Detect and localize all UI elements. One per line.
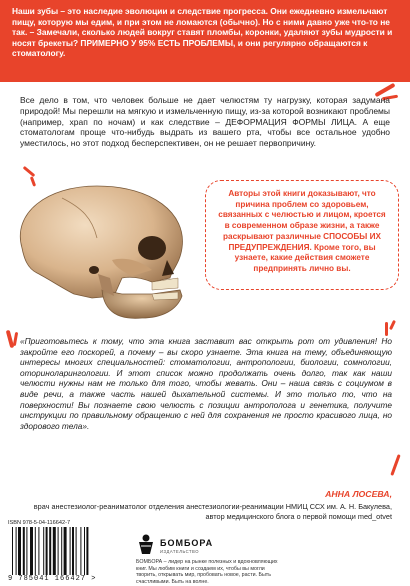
barcode <box>8 527 120 577</box>
skull-illustration <box>2 178 212 328</box>
quote-author: АННА ЛОСЕВА, <box>325 489 392 499</box>
barcode-bar <box>18 527 21 575</box>
decor-stroke <box>389 320 396 330</box>
barcode-graphic <box>8 527 120 577</box>
callout-text: Авторы этой книги доказывают, что причина проблем со здоровьем, связанных с челюстью и лицом, кроется в современном образе жизни, а также раскрывают различные СПОСОБЫ ИХ ПРЕДУПРЕЖДЕНИЯ. Кроме того, вы узнаете, какие действия сможете предпринять лично вы. <box>218 189 386 273</box>
barcode-bar <box>58 527 59 575</box>
publisher-name: БОМБОРА <box>160 538 214 548</box>
barcode-bar <box>70 527 71 575</box>
publisher-description: БОМБОРА – лидер на рынке полезных и вдохновляющих книг. Мы любим книги и создаем их, чтобы вы могли творить, открывать мир, пробовать новое, расти. Быть счастливыми. Быть на волне. <box>136 559 278 585</box>
decor-stroke <box>13 332 18 346</box>
barcode-bar <box>43 527 44 575</box>
barcode-bar <box>53 527 56 575</box>
barcode-bar <box>84 527 85 575</box>
barcode-bar <box>61 527 62 575</box>
review-quote: «Приготовьтесь к тому, что эта книга заставит вас открыть рот от удивления! Но закройте его поскорей, а почему – вы скоро узнаете. Эта книга на тему, объединяющую интересы многих специальностей: стоматологии, антропологии, биологии, сомнологии, оториноларингологии. И этот список можно продолжать очень долго, так как наши челюсти нужны нам не только для того, чтобы жевать. Они – наша связь с социумом в виде речи, а также часть нашей дыхательной системы. И это только то, что на поверхности! Вы познаете свою челюсть с позиции антрополога и генетика, получите инструкции по правильному обращению с ней для сохранения не просто красивого лица, но здорового тела». <box>20 336 392 431</box>
barcode-bar <box>86 527 88 575</box>
banner-text-part2: и они регулярно обращаются к стоматологу. <box>12 37 368 59</box>
banner-text-part1: Наши зубы – это наследие эволюции и следствие прогресса. Они ежедневно измельчают пищу, которую мы едим, и при этом не ломаются (обычно). Но с ними давно уже что-то не так. – Замечали, сколько людей вокруг ставят пломбы, коронки, удаляют зубы мудрости и носят брекеты? <box>12 6 393 48</box>
banner-highlight: ПРИМЕРНО У 95% ЕСТЬ ПРОБЛЕМЫ, <box>80 37 236 48</box>
isbn-label: ISBN 978-5-04-116642-7 <box>8 520 71 526</box>
barcode-bar <box>12 527 13 575</box>
quote-author-title: врач анестезиолог-реаниматолог отделения анестезиологии-реанимации НМИЦ ССХ им. А. Н. Бакулева, автор медицинского блога о первой помощи med_otvet <box>33 502 392 521</box>
barcode-bar <box>23 527 25 575</box>
decor-stroke <box>390 454 400 476</box>
barcode-bar <box>46 527 48 575</box>
barcode-bar <box>72 527 74 575</box>
barcode-bar <box>38 527 39 575</box>
barcode-bar <box>16 527 17 575</box>
publisher-subtitle: ИЗДАТЕЛЬСТВО <box>160 549 199 554</box>
decor-stroke <box>23 166 36 177</box>
barcode-digits: 9 785041 166427 > <box>8 575 97 583</box>
skull-icon <box>2 178 212 328</box>
banner-text <box>0 0 410 59</box>
barcode-bar <box>35 527 36 575</box>
barcode-bar <box>64 527 67 575</box>
intro-paragraph: Все дело в том, что человек больше не дает челюстям ту нагрузку, которая задумана природой! Мы перешли на мягкую и измельченную пищу, из-за которой возникают проблемы (например, храп по ночам) и как следствие – ДЕФОРМАЦИЯ ФОРМЫ ЛИЦА. А еще стоматологам проще что-нибудь выдрать из вашего рта, чтобы все остальное удобно уместилось, но этот подход бесперспективен, он не решает первопричину. <box>20 95 390 149</box>
decor-stroke <box>385 322 388 336</box>
barcode-bar <box>26 527 27 575</box>
top-banner <box>0 0 410 82</box>
publisher-logo-icon <box>136 532 156 556</box>
barcode-bar <box>80 527 81 575</box>
barcode-bar <box>30 527 33 575</box>
callout-box <box>205 180 399 290</box>
publisher-logo <box>136 532 156 556</box>
barcode-bar <box>49 527 51 575</box>
barcode-bar <box>76 527 77 575</box>
